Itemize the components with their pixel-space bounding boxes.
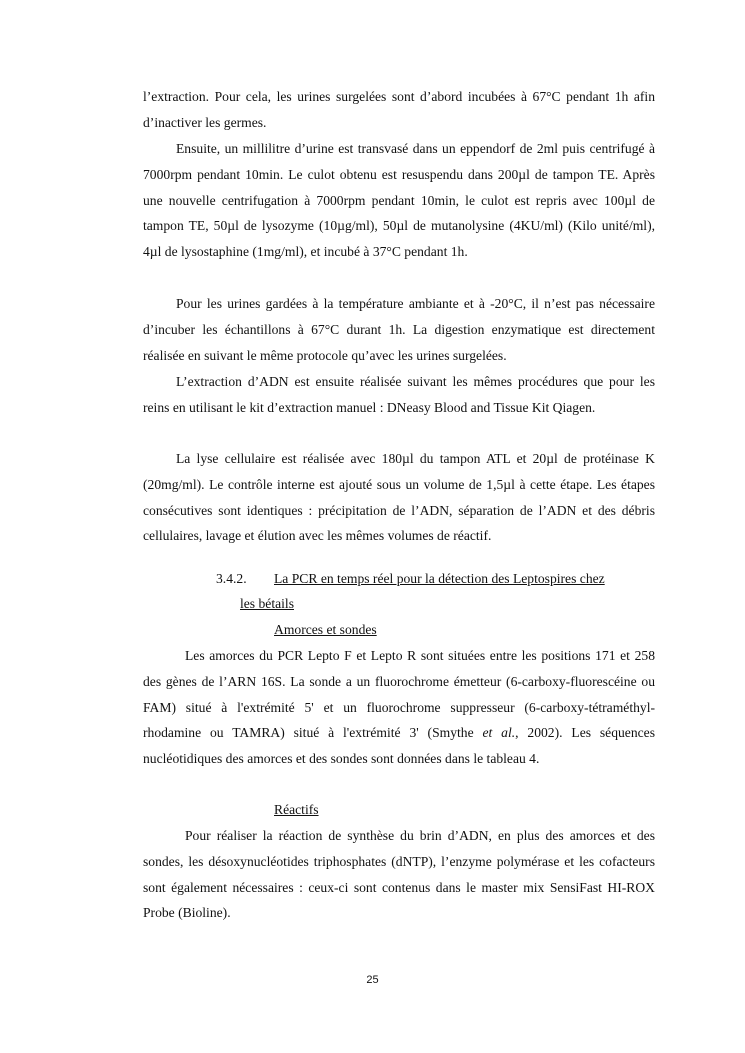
page-number: 25 [366, 974, 379, 986]
subheading-reagents: Réactifs [274, 802, 319, 817]
paragraph-centrifugation: Ensuite, un millilitre d’urine est transvasé dans un eppendorf de 2ml puis centrifugé à 7000rpm pendant 10min. Le culot obtenu est resuspendu dans 200µl de tampon TE. Après une nouvelle centrifugation à 7000rpm pendant 10min, le culot est repris avec 100µl de tampon TE, 50µl de lysozyme (10µg/ml), 50µl de mutanolysine (4KU/ml) (Kilo unité/ml), 4µl de lysostaphine (1mg/ml), et incubé à 37°C pendant 1h. [143, 141, 655, 260]
section-title-line2: les bétails [240, 596, 294, 611]
paragraph-reagents: Pour réaliser la réaction de synthèse du brin d’ADN, en plus des amorces et des sondes, les désoxynucléotides triphosphates (dNTP), l’enzyme polymérase et les cofacteurs sont également nécessaires : ceux-ci sont contenus dans le master mix SensiFast HI-ROX Probe (Bioline). [143, 828, 655, 921]
primers-text-part2: , 2002). Les séquences nucléotidiques des amorces et des sondes sont données dans le tableau 4. [143, 725, 655, 767]
citation-et-al: et al. [482, 725, 516, 741]
section-title-line1: La PCR en temps réel pour la détection des Leptospires chez [274, 571, 605, 586]
paragraph-primers [143, 643, 655, 772]
section-number: 3.4.2. [216, 571, 247, 586]
paragraph-ambient-urine: Pour les urines gardées à la température ambiante et à -20°C, il n’est pas nécessaire d’incuber les échantillons à 67°C durant 1h. La digestion enzymatique est directement réalisée en suivant le même protocole qu’avec les urines surgelées. [143, 296, 655, 363]
paragraph-extraction-intro: l’extraction. Pour cela, les urines surgelées sont d’abord incubées à 67°C pendant 1h afin d’inactiver les germes. [143, 89, 655, 130]
paragraph-dna-extraction: L’extraction d’ADN est ensuite réalisée suivant les mêmes procédures que pour les reins en utilisant le kit d’extraction manuel : DNeasy Blood and Tissue Kit Qiagen. [143, 374, 655, 415]
primers-text-part1: Les amorces du PCR Lepto F et Lepto R sont situées entre les positions 171 et 258 des gènes de l’ARN 16S. La sonde a un fluorochrome émetteur (6-carboxy-fluorescéine ou FAM) situé à l'extrémité 5' et un fluorochrome suppresseur (6-carboxy-tétraméthyl-rhodamine ou TAMRA) situé à l'extrémité 3' (Smythe [143, 648, 655, 741]
subheading-primers-probes: Amorces et sondes [274, 622, 377, 637]
paragraph-cell-lysis: La lyse cellulaire est réalisée avec 180µl du tampon ATL et 20µl de protéinase K (20mg/ml). Le contrôle interne est ajouté sous un volume de 1,5µl à cette étape. Les étapes consécutives sont identiques : précipitation de l’ADN, séparation de l’ADN et des débris cellulaires, lavage et élution avec les mêmes volumes de réactif. [143, 451, 655, 544]
